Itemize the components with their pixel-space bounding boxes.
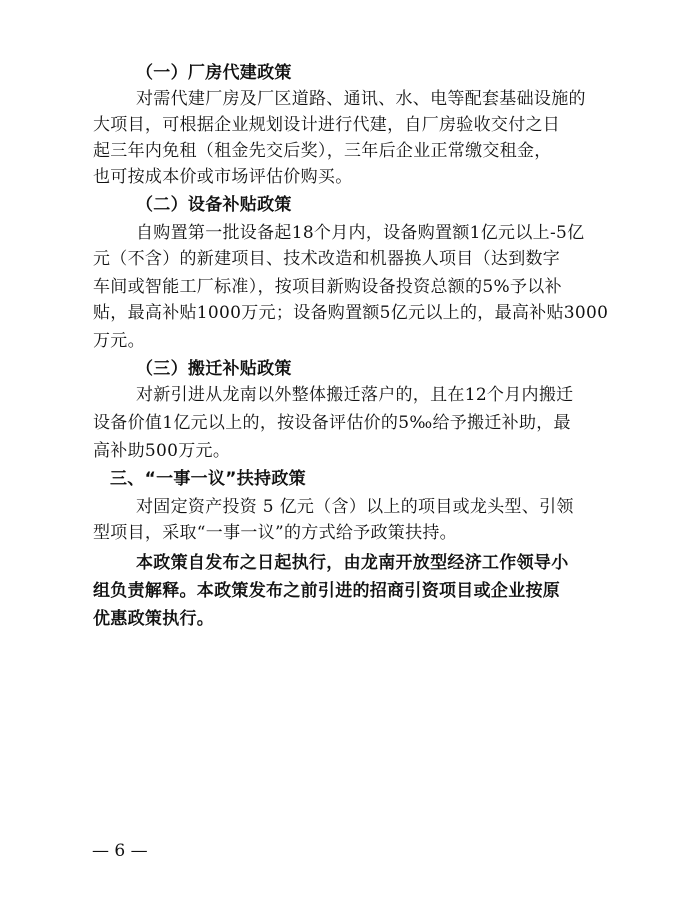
section2-line: 贴，最高补贴1000万元；设备购置额5亿元以上的，最高补贴3000 — [93, 303, 609, 323]
closing-line: 优惠政策执行。 — [93, 609, 215, 629]
section1-line: 大项目，可根据企业规划设计进行代建，自厂房验收交付之日 — [93, 115, 561, 135]
section2-line: 万元。 — [93, 331, 145, 351]
section1-heading: （一）厂房代建政策 — [136, 63, 292, 83]
section2-line: 自购置第一批设备起18个月内，设备购置额1亿元以上-5亿 — [136, 223, 585, 243]
section4-line: 型项目，采取“一事一议”的方式给予政策扶持。 — [93, 523, 457, 543]
section4-heading: 三、“一事一议”扶持政策 — [110, 469, 306, 489]
section1-line: 对需代建厂房及厂区道路、通讯、水、电等配套基础设施的 — [136, 89, 586, 109]
section3-heading: （三）搬迁补贴政策 — [136, 359, 292, 379]
section2-heading: （二）设备补贴政策 — [136, 195, 292, 215]
page-number: — 6 — — [92, 841, 148, 861]
closing-line: 本政策自发布之日起执行，由龙南开放型经济工作领导小 — [136, 553, 569, 573]
section1-line: 起三年内免租（租金先交后奖），三年后企业正常缴交租金， — [93, 141, 552, 161]
closing-line: 组负责解释。本政策发布之前引进的招商引资项目或企业按原 — [93, 581, 561, 601]
section3-line: 对新引进从龙南以外整体搬迁落户的，且在12个月内搬迁 — [136, 385, 574, 405]
section1-line: 也可按成本价或市场评估价购买。 — [93, 167, 353, 187]
section3-line: 设备价值1亿元以上的，按设备评估价的5‰给予搬迁补助，最 — [93, 413, 571, 433]
section3-line: 高补助500万元。 — [93, 441, 231, 461]
section2-line: 元（不含）的新建项目、技术改造和机器换人项目（达到数字 — [93, 249, 561, 269]
section4-line: 对固定资产投资 5 亿元（含）以上的项目或龙头型、引领 — [136, 497, 574, 517]
section2-line: 车间或智能工厂标准），按项目新购设备投资总额的5%予以补 — [93, 277, 562, 297]
